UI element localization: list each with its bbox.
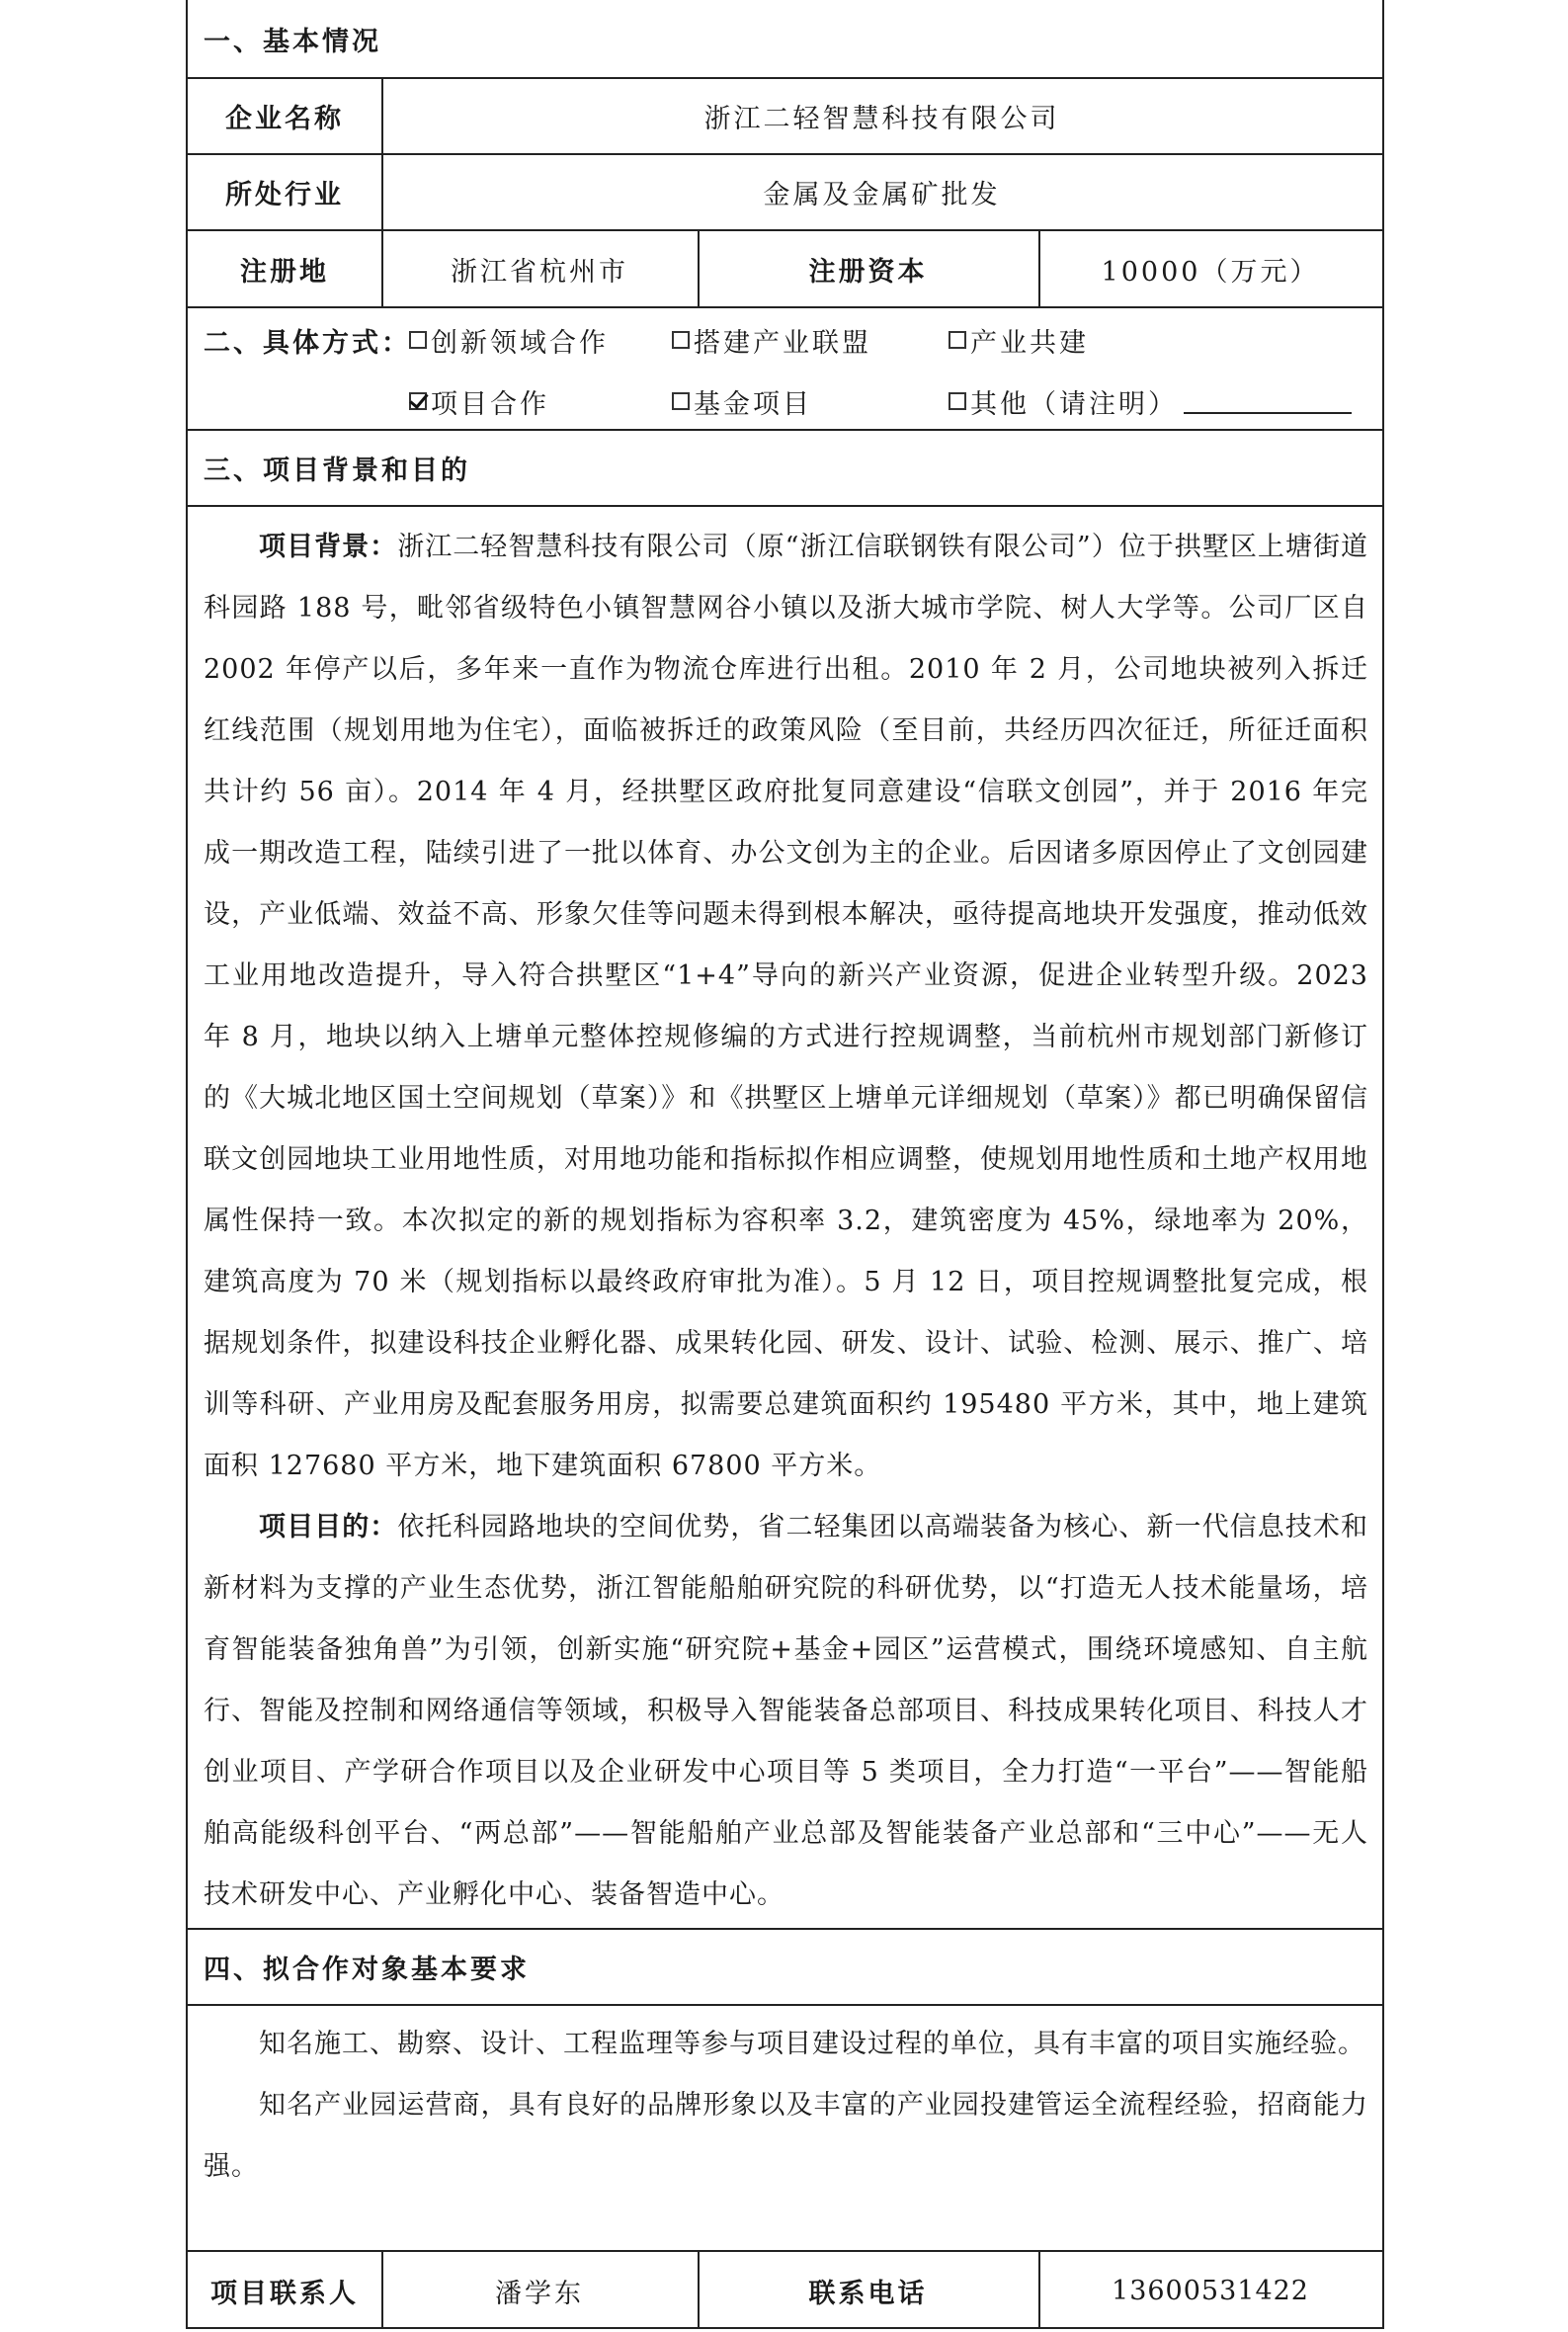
contact-phone-label: 联系电话: [808, 2278, 928, 2309]
option-other[interactable]: 其他（请注明）: [949, 383, 1352, 419]
option-co-construction[interactable]: 产业共建: [949, 322, 1089, 358]
contact-phone-value: 13600531422: [1112, 2275, 1309, 2306]
company-label: 企业名称: [225, 104, 344, 134]
section-4-body: [188, 2006, 1382, 2252]
section-1-title: 一、基本情况: [204, 26, 381, 57]
registration-row: [188, 231, 1382, 308]
checkbox-icon: [409, 331, 427, 349]
purpose-text: 依托科园路地块的空间优势，省二轻集团以高端装备为核心、新一代信息技术和新材料为支撑的产业生态优势，浙江智能船舶研究院的科研优势，以“打造无人技术能量场，培育智能装备独角兽”为引领，创新实施“研究院+基金+园区”运营模式，围绕环境感知、自主航行、智能及控制和网络通信等领域，积极导入智能装备总部项目、科技成果转化项目、科技人才创业项目、产学研合作项目以及企业研发中心项目等 5 类项目，全力打造“一平台”——智能船舶高能级科创平台、“两总部”——智能船舶产业总部及智能装备产业总部和“三中心”——无人技术研发中心、产业孵化中心、装备智造中心。: [204, 1512, 1369, 1910]
section-1-header: [188, 0, 1382, 79]
option-fund[interactable]: 基金项目: [672, 383, 812, 419]
contact-row: [188, 2252, 1382, 2329]
background-text: 浙江二轻智慧科技有限公司（原“浙江信联钢铁有限公司”）位于拱墅区上塘街道科园路 188 号，毗邻省级特色小镇智慧网谷小镇以及浙大城市学院、树人大学等。公司厂区自 2002 年停产以后，多年来一直作为物流仓库进行出租。2010 年 2 月，公司地块被列入拆迁红线范围（规划用地为住宅），面临被拆迁的政策风险（至目前，共经历四次征迁，所征迁面积共计约 56 亩）。2014 年 4 月，经拱墅区政府批复同意建设“信联文创园”，并于 2016 年完成一期改造工程，陆续引进了一批以体育、办公文创为主的企业。后因诸多原因停止了文创园建设，产业低端、效益不高、形象欠佳等问题未得到根本解决，亟待提高地块开发强度，推动低效工业用地改造提升，导入符合拱墅区“1+4”导向的新兴产业资源，促进企业转型升级。2023 年 8 月，地块以纳入上塘单元整体控规修编的方式进行控规调整，当前杭州市规划部门新修订的《大城北地区国土空间规划（草案）》和《拱墅区上塘单元详细规划（草案）》都已明确保留信联文创园地块工业用地性质，对用地功能和指标拟作相应调整，使规划用地性质和土地产权用地属性保持一致。本次拟定的新的规划指标为容积率 3.2，建筑密度为 45%，绿地率为 20%，建筑高度为 70 米（规划指标以最终政府审批为准）。5 月 12 日，项目控规调整批复完成，根据规划条件，拟建设科技企业孵化器、成果转化园、研发、设计、试验、检测、展示、推广、培训等科研、产业用房及配套服务用房，拟需要总建筑面积约 195480 平方米，其中，地上建筑面积 127680 平方米，地下建筑面积 67800 平方米。: [204, 532, 1369, 1481]
company-value: 浙江二轻智慧科技有限公司: [703, 104, 1060, 134]
background-paragraph: [204, 517, 1368, 1497]
requirement-2: 知名产业园运营商，具有良好的品牌形象以及丰富的产业园投建管运全流程经验，招商能力强。: [204, 2090, 1368, 2182]
checkbox-icon: [672, 331, 690, 349]
purpose-lead: 项目目的：: [259, 1512, 398, 1542]
requirements-text: [204, 2014, 1368, 2198]
section-3-title: 三、项目背景和目的: [204, 456, 470, 486]
section-4-header: [188, 1930, 1382, 2006]
checkbox-checked-icon: [409, 392, 427, 410]
industry-value: 金属及金属矿批发: [763, 180, 1001, 210]
registration-capital-value: 10000（万元）: [1101, 256, 1320, 288]
checkbox-icon: [949, 331, 966, 349]
background-lead: 项目背景：: [259, 532, 398, 562]
section-2-methods: [188, 308, 1382, 431]
section-2-title: 二、具体方式：: [204, 327, 411, 359]
option-project[interactable]: 项目合作: [409, 383, 549, 419]
section-3-body: [188, 507, 1382, 1930]
contact-person-value: 潘学东: [495, 2278, 584, 2309]
checkbox-icon: [672, 392, 690, 410]
cooperation-form: [186, 0, 1384, 2329]
option-alliance[interactable]: 搭建产业联盟: [672, 322, 871, 358]
option-innovation[interactable]: 创新领域合作: [409, 322, 609, 358]
section-4-title: 四、拟合作对象基本要求: [204, 1955, 530, 1985]
purpose-paragraph: [204, 1497, 1368, 1926]
registration-capital-label: 注册资本: [808, 256, 928, 288]
requirement-1: 知名施工、勘察、设计、工程监理等参与项目建设过程的单位，具有丰富的项目实施经验。: [259, 2029, 1365, 2059]
registration-place-label: 注册地: [240, 256, 329, 288]
section-3-header: [188, 431, 1382, 507]
other-blank-line[interactable]: [1184, 388, 1352, 414]
contact-person-label: 项目联系人: [210, 2278, 359, 2309]
industry-row: [188, 155, 1382, 231]
industry-label: 所处行业: [225, 180, 344, 210]
registration-place-value: 浙江省杭州市: [451, 256, 628, 288]
checkbox-icon: [949, 392, 966, 410]
company-row: [188, 79, 1382, 155]
